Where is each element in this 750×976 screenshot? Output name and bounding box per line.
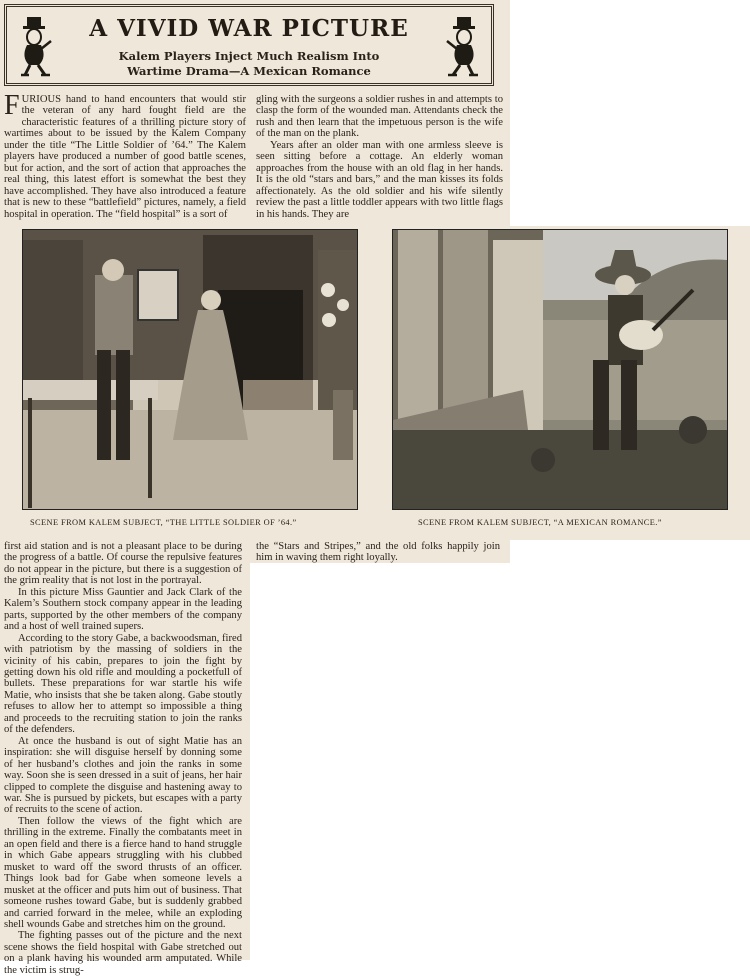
clipping-right-strip [505, 0, 510, 230]
article-header [4, 4, 494, 86]
subtitle-line-2: Wartime Drama—A Mexican Romance [127, 64, 371, 78]
subtitle-line-1: Kalem Players Inject Much Realism Into [118, 49, 380, 63]
column-1-top [4, 90, 246, 220]
drop-cap: F [4, 90, 20, 121]
paragraph: Years after an older man with one armless sleeve is seen sitting before a cottage. An elderly woman approaches from the house with an old flag in her hands. It is the old “stars and bars,” and the man kisses its folds affectionately. As the old soldier and his wife silently review the past a little toddler appears with two little flags in his hands. They are [256, 139, 503, 220]
photo-caption-1: SCENE FROM KALEM SUBJECT, “THE LITTLE SOLDIER OF ’64.” [30, 518, 297, 527]
column-2-top [256, 94, 503, 220]
paragraph: gling with the surgeons a soldier rushes in and attempts to clasp the form of the wounded man. Attendants check the rush and then learn that the impetuous person is the wife of the man on the plank. [256, 94, 503, 140]
column-1-bottom [4, 541, 242, 976]
paragraph: FURIOUS hand to hand encounters that would stir the veteran of any hard fought field are the characteristic features of a thrilling picture story of wartimes about to be issued by the Kalem Company under the title “The Little Soldier of ’64.” The Kalem players have produced a number of good battle scenes, but for action, and the sort of action that approaches the real thing, this latest effort is somewhat the best they have accomplished. They have also introduced a feature that is new to these “battlefield” pictures, namely, a field hospital in operation. The “field hospital” is a sort of [4, 90, 246, 220]
article-title: A VIVID WAR PICTURE [89, 15, 409, 42]
paragraph: At once the husband is out of sight Matie has an inspiration: she will disguise herself by donning some of her husband’s clothes and join the ranks in some way. Soon she is seen dressed in a suit of jeans, her hair clipped to complete the disguise and hastening away to war. She is pursued by pickets, but escapes with a party of recruits to the scene of action. [4, 735, 242, 816]
kalem-mascot-icon [445, 15, 481, 77]
photo-mexican-romance [392, 229, 728, 510]
paragraph: first aid station and is not a pleasant place to be during the progress of a battle. Of course the repulsive features do not appear in the picture, but there is a suggestion of the grim reality that is not lost in the portrayal. [4, 541, 242, 587]
paragraph: Then follow the views of the fight which are thrilling in the extreme. Finally the combatants meet in an open field and there is a fierce hand to hand struggle in which Gabe appears struggling with his clubbed musket to ward off the sword thrusts of an officer. Things look bad for Gabe when someone levels a musket at the officer and puts him out of business. That someone rushes toward Gabe, but is suddenly grabbed and carried forward in the melee, while an exploding shell wounds Gabe and stretches him on the ground. [4, 815, 242, 930]
photo-caption-2: SCENE FROM KALEM SUBJECT, “A MEXICAN ROMANCE.” [418, 518, 662, 527]
paragraph: According to the story Gabe, a backwoodsman, fired with patriotism by the massing of soldiers in the vicinity of his cabin, prepares to join the fight by getting down his old rifle and moulding a pocketfull of bullets. These preparations for war startle his wife Matie, who insists that she be taken along. Gabe stoutly refuses to allow her to attempt so impossible a thing and proceeds to the recruiting station to join the ranks of the defenders. [4, 632, 242, 736]
column-2-bottom [256, 541, 500, 564]
photo-little-soldier [22, 229, 358, 510]
paragraph: In this picture Miss Gauntier and Jack Clark of the Kalem’s Southern stock company appear in the leading parts, supported by the other members of the company and a host of well trained supers. [4, 586, 242, 633]
article-subtitle [7, 49, 491, 79]
paragraph: The fighting passes out of the picture and the next scene shows the field hospital with Gabe stretched out on a plank having his wounded arm amputated. While the victim is strug- [4, 930, 242, 976]
paragraph: the “Stars and Stripes,” and the old folks happily join him in waving them right loyally. [256, 541, 500, 564]
